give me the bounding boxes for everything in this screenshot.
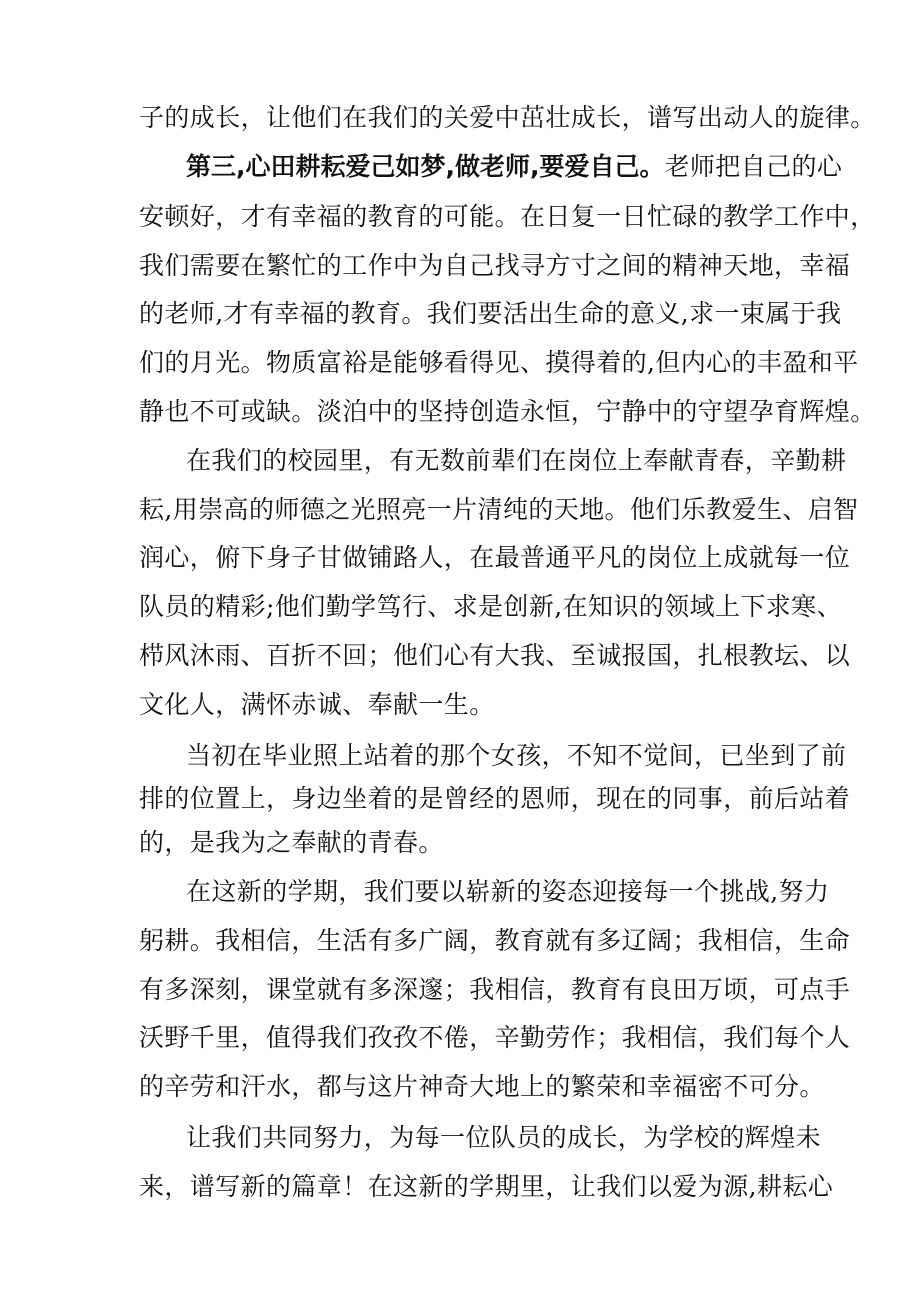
text-line: 队员的精彩;他们勤学笃行、求是创新,在知识的领域上下求寒、 (139, 592, 842, 621)
text-line: 我们需要在繁忙的工作中为自己找寻方寸之间的精神天地，幸福 (139, 251, 851, 280)
text-line: 安顿好，才有幸福的教育的可能。在日复一日忙碌的教学工作中， (139, 202, 876, 231)
text-line: 来，谱写新的篇章！在这新的学期里，让我们以爱为源,耕耘心 (139, 1172, 834, 1201)
text-line: 当初在毕业照上站着的那个女孩，不知不觉间，已坐到了前 (186, 741, 847, 770)
text-line: 在这新的学期，我们要以崭新的姿态迎接每一个挑战,努力 (186, 877, 830, 906)
text-line: 静也不可或缺。淡泊中的坚持创造永恒，宁静中的守望孕育辉煌。 (139, 397, 876, 426)
text-line: 耘,用崇高的师德之光照亮一片清纯的天地。他们乐教爱生、启智 (139, 495, 859, 524)
text-line: 的老师,才有幸福的教育。我们要活出生命的意义,求一束属于我 (139, 299, 842, 328)
section-heading-continuation: 老师把自己的心 (664, 152, 843, 181)
text-line: 的辛劳和汗水，都与这片神奇大地上的繁荣和幸福密不可分。 (139, 1072, 825, 1101)
text-line: 们的月光。物质富裕是能够看得见、摸得着的,但内心的丰盈和平 (139, 348, 859, 377)
section-heading-line (186, 151, 842, 183)
text-line: 润心，俯下身子甘做铺路人，在最普通平凡的岗位上成就每一位 (139, 543, 851, 572)
text-line: 子的成长，让他们在我们的关爱中茁壮成长，谱写出动人的旋律。 (139, 103, 876, 132)
text-line: 在我们的校园里，有无数前辈们在岗位上奉献青春，辛勤耕 (186, 446, 847, 475)
section-heading: 第三,心田耕耘爱己如梦,做老师,要爱自己。 (186, 152, 665, 181)
text-line: 让我们共同努力，为每一位队员的成长，为学校的辉煌未 (186, 1123, 822, 1152)
text-line: 躬耕。我相信，生活有多广阔，教育就有多辽阔；我相信，生命 (139, 926, 851, 955)
text-line: 排的位置上，身边坐着的是曾经的恩师，现在的同事，前后站着 (139, 784, 851, 813)
text-line: 栉风沐雨、百折不回；他们心有大我、至诚报国，扎根教坛、以 (139, 641, 851, 670)
text-line: 文化人，满怀赤诚、奉献一生。 (139, 690, 495, 719)
text-line: 沃野千里，值得我们孜孜不倦，辛勤劳作；我相信，我们每个人 (139, 1023, 851, 1052)
text-line: 有多深刻，课堂就有多深邃；我相信，教育有良田万顷，可点手 (139, 975, 851, 1004)
text-line: 的，是我为之奉献的青春。 (139, 828, 444, 857)
